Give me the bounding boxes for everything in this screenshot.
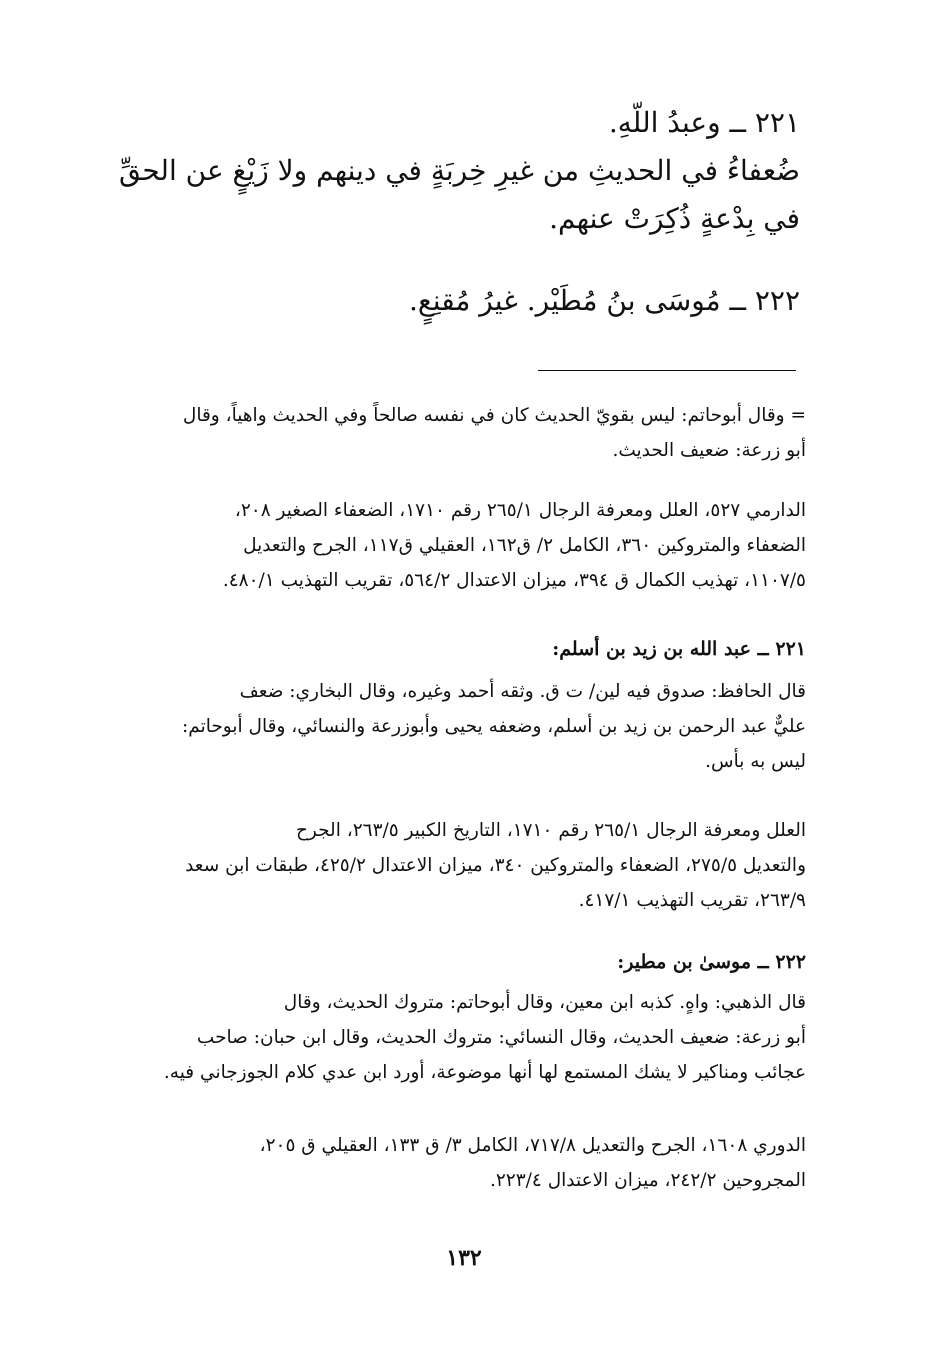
footnote-line: ١١٠٧/٥، تهذيب الكمال ق ٣٩٤، ميزان الاعتدال ٥٦٤/٢، تقريب التهذيب ٤٨٠/١. [222, 570, 806, 591]
footnote-line: الضعفاء والمتروكين ٣٦٠، الكامل ٢/ ق١٦٢، العقيلي ق١١٧، الجرح والتعديل [243, 535, 806, 556]
footnote-block-5 [100, 985, 806, 1090]
entry-221-text: ضُعفاءُ في الحديثِ من غيرِ خِربَةٍ في دينهم ولا زَيْغٍ عن الحقِّ [119, 154, 800, 187]
entry-222-title: ٢٢٢ ــ مُوسَى بنُ مُطَيْر. غيرُ مُقنِعٍ. [408, 284, 800, 317]
footnote-heading-222: ٢٢٢ ــ موسىٰ بن مطير: [617, 951, 806, 973]
footnote-line: الدوري ١٦٠٨، الجرح والتعديل ٧١٧/٨، الكامل ٣/ ق ١٣٣، العقيلي ق ٢٠٥، [259, 1135, 806, 1156]
footnote-line: عجائب ومناكير لا يشك المستمع لها أنها موضوعة، أورد ابن عدي كلام الجوزجاني فيه. [163, 1062, 806, 1083]
footnote-line: العلل ومعرفة الرجال ٢٦٥/١ رقم ١٧١٠، التاريخ الكبير ٢٦٣/٥، الجرح [295, 820, 806, 841]
footnote-block-6 [100, 1128, 806, 1198]
footnote-line: = وقال أبوحاتم: ليس بقويّ الحديث كان في نفسه صالحاً وفي الحديث واهياً، وقال [182, 405, 806, 426]
entry-221-text-cont: في بِدْعةٍ ذُكِرَتْ عنهم. [549, 202, 800, 235]
footnote-line: قال الحافظ: صدوق فيه لين/ ت ق. وثقه أحمد وغيره، وقال البخاري: ضعف [239, 681, 806, 702]
footnote-line: والتعديل ٢٧٥/٥، الضعفاء والمتروكين ٣٤٠، ميزان الاعتدال ٤٢٥/٢، طبقات ابن سعد [185, 855, 806, 876]
footnote-line: عليٌّ عبد الرحمن بن زيد بن أسلم، وضعفه يحيى وأبوزرعة والنسائي، وقال أبوحاتم: [182, 716, 806, 737]
footnote-line: ٢٦٣/٩، تقريب التهذيب ٤١٧/١. [578, 890, 806, 911]
footnote-block-4 [100, 813, 806, 918]
footnote-block-2 [100, 493, 806, 598]
footnote-line: قال الذهبي: واهٍ. كذبه ابن معين، وقال أبوحاتم: متروك الحديث، وقال [283, 992, 806, 1013]
entry-221-title: ٢٢١ ــ وعبدُ اللّهِ. [608, 106, 800, 139]
footnote-line: الدارمي ٥٢٧، العلل ومعرفة الرجال ٢٦٥/١ رقم ١٧١٠، الضعفاء الصغير ٢٠٨، [234, 500, 806, 521]
footnote-line: المجروحين ٢٤٢/٢، ميزان الاعتدال ٢٢٣/٤. [489, 1170, 806, 1191]
footnote-heading-221: ٢٢١ ــ عبد الله بن زيد بن أسلم: [552, 638, 806, 660]
footnote-block-1 [100, 398, 806, 468]
footnote-line: أبو زرعة: ضعيف الحديث. [612, 440, 806, 461]
footnote-block-3 [100, 674, 806, 779]
page-number: ١٣٢ [446, 1245, 482, 1271]
footnote-line: ليس به بأس. [705, 751, 806, 772]
footnote-separator [538, 370, 796, 371]
footnote-line: أبو زرعة: ضعيف الحديث، وقال النسائي: متروك الحديث، وقال ابن حبان: صاحب [196, 1027, 806, 1048]
